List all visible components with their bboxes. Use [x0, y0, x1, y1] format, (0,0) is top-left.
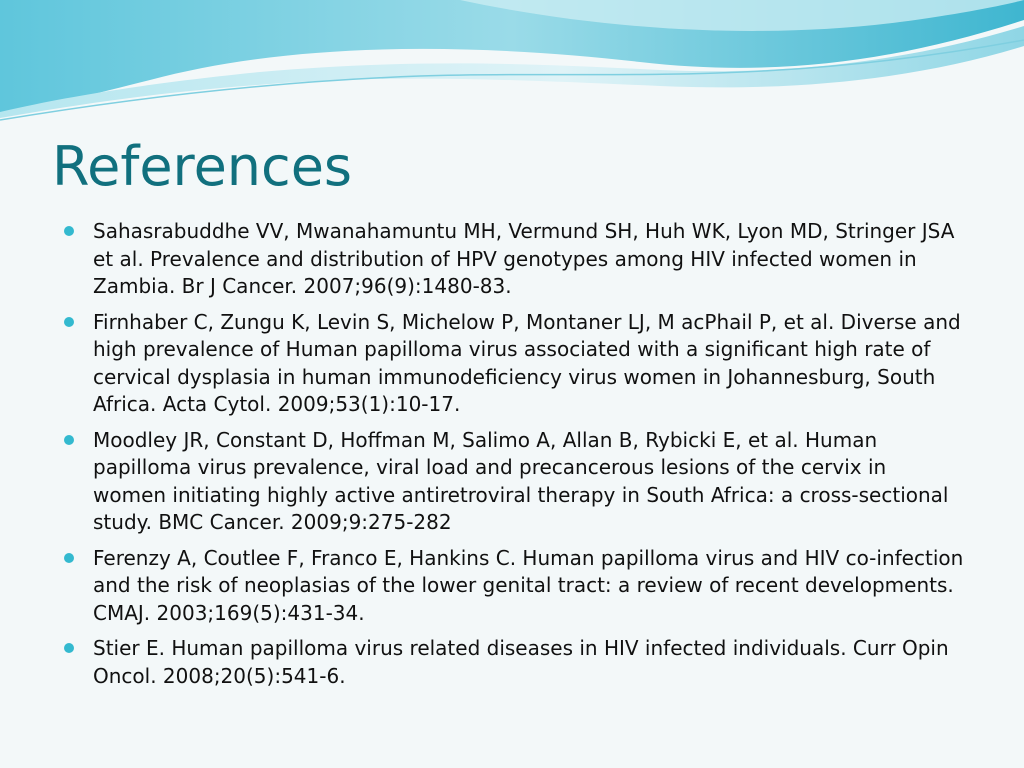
reference-item	[64, 218, 964, 301]
slide-title: References	[52, 135, 353, 198]
reference-item	[64, 427, 964, 537]
reference-text: Stier E. Human papilloma virus related diseases in HIV infected individuals. Curr Opin Oncol. 2008;20(5):541-6.	[93, 636, 949, 688]
wave-header-decoration	[0, 0, 1024, 130]
reference-item	[64, 545, 964, 628]
references-list	[64, 218, 964, 698]
reference-item	[64, 309, 964, 419]
bullet-icon	[64, 226, 74, 236]
bullet-icon	[64, 553, 74, 563]
reference-text: Moodley JR, Constant D, Hoffman M, Salimo A, Allan B, Rybicki E, et al. Human papilloma virus prevalence, viral load and precancerous lesions of the cervix in women initiating highly active antiretroviral therapy in South Africa: a cross-sectional study. BMC Cancer. 2009;9:275-282	[93, 427, 949, 534]
bullet-icon	[64, 643, 74, 653]
reference-item	[64, 635, 964, 690]
reference-text: Ferenzy A, Coutlee F, Franco E, Hankins C. Human papilloma virus and HIV co-infection and the risk of neoplasias of the lower genital tract: a review of recent developments. CMAJ. 2003;169(5):431-34.	[93, 545, 964, 625]
reference-text: Sahasrabuddhe VV, Mwanahamuntu MH, Vermund SH, Huh WK, Lyon MD, Stringer JSA et al. Prevalence and distribution of HPV genotypes among HIV infected women in Zambia. Br J Cancer. 2007;96(9):1480-83.	[93, 219, 955, 298]
bullet-icon	[64, 435, 74, 445]
bullet-icon	[64, 317, 74, 327]
reference-text: Firnhaber C, Zungu K, Levin S, Michelow P, Montaner LJ, M acPhail P, et al. Diverse and high prevalence of Human papilloma virus associated with a significant high rate of cervical dysplasia in human immunodeficiency virus women in Johannesburg, South Africa. Acta Cytol. 2009;53(1):10-17.	[93, 309, 961, 416]
